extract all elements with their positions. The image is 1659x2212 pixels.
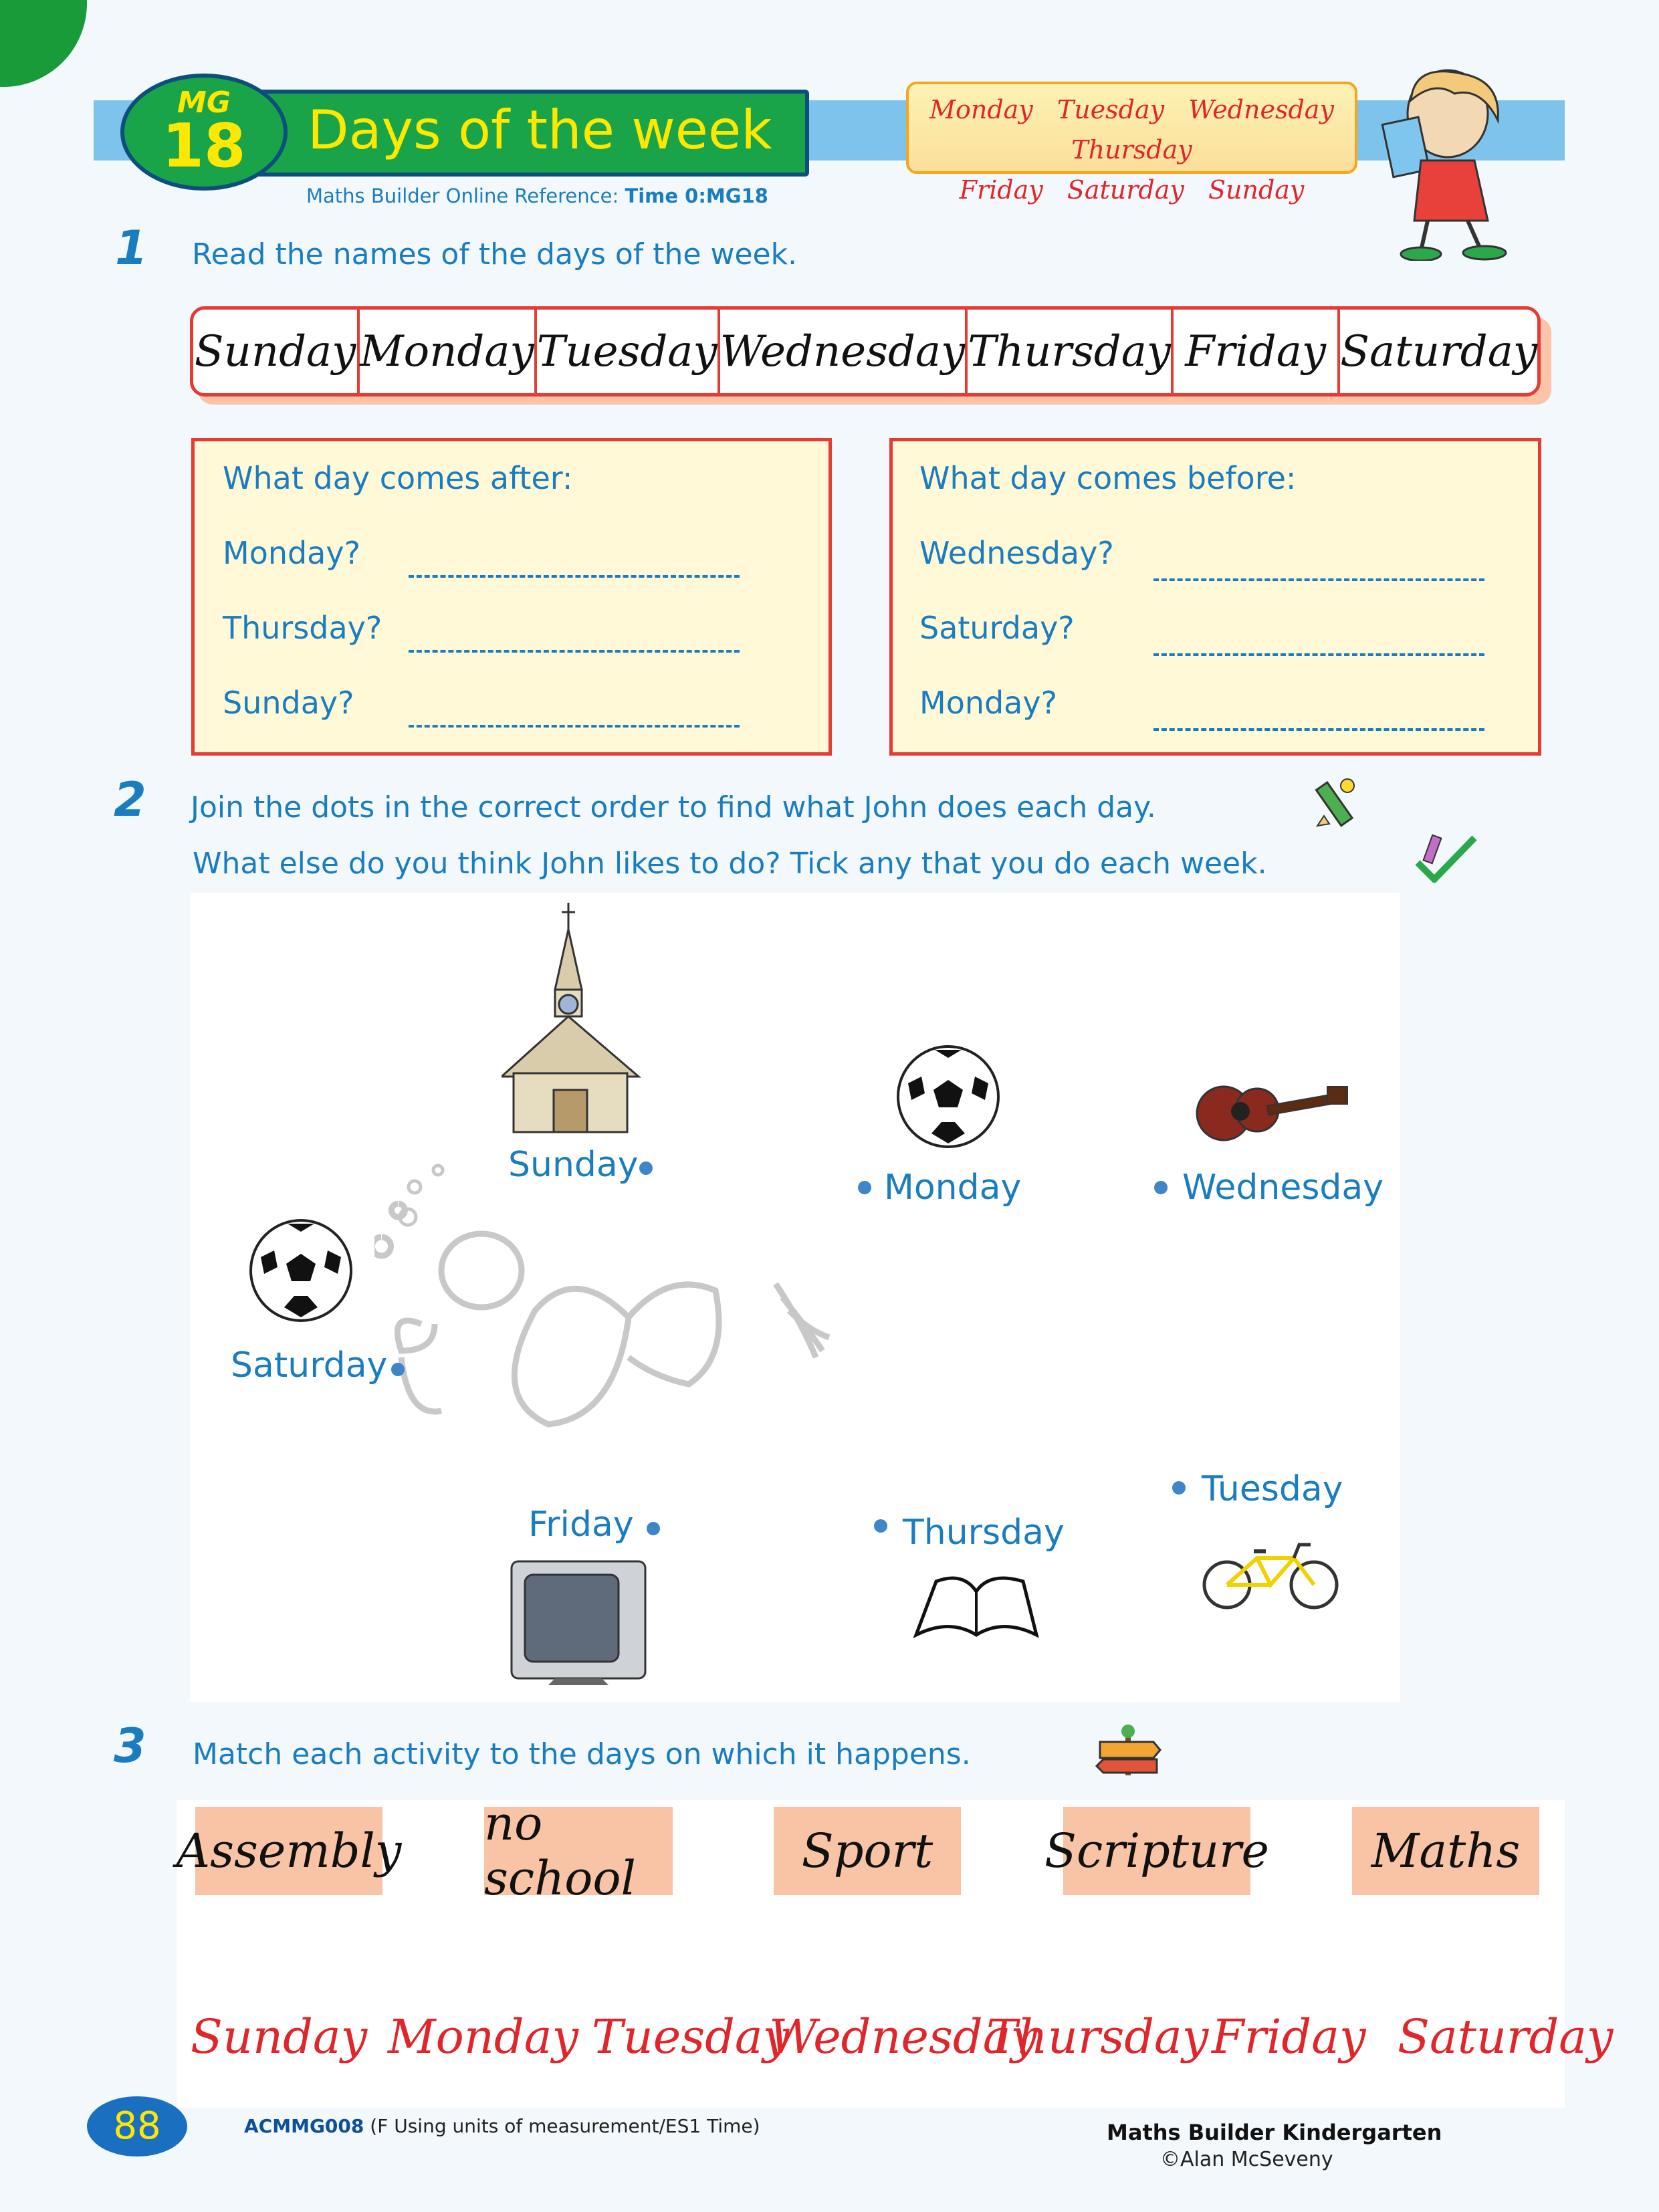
dot-monday[interactable]: [858, 1181, 871, 1194]
soccer-ball-icon: [247, 1217, 354, 1324]
dot-label-thursday: Thursday: [903, 1513, 1065, 1553]
online-reference: [306, 185, 768, 207]
activity-card[interactable]: no school: [484, 1807, 673, 1895]
day-before-box: [889, 438, 1541, 756]
dot-label-monday: Monday: [884, 1168, 1022, 1208]
dot-saturday[interactable]: [391, 1363, 405, 1376]
word-bank: [906, 82, 1357, 205]
book-icon: [909, 1561, 1043, 1648]
page-title: Days of the week: [308, 99, 772, 161]
answer-line[interactable]: [1153, 653, 1484, 656]
reference-code: Time 0:MG18: [625, 185, 768, 207]
word-bank-row: [909, 90, 1355, 170]
day-cell: Monday: [360, 310, 537, 393]
dot-sunday[interactable]: [639, 1162, 653, 1175]
day-cell: Saturday: [1340, 326, 1537, 376]
dot-label-friday: Friday: [528, 1505, 634, 1545]
word-bank-item: Saturday: [1067, 175, 1184, 205]
guitar-icon: [1194, 1073, 1354, 1147]
day-cell: Sunday: [193, 310, 360, 393]
day-before-question: Saturday?: [919, 610, 1075, 646]
day-cell: Friday: [1174, 310, 1340, 393]
day-cell: Tuesday: [537, 310, 720, 393]
word-bank-row: [909, 170, 1355, 210]
dot-thursday[interactable]: [874, 1519, 887, 1533]
topic-code: MG: [177, 86, 231, 120]
match-day[interactable]: Friday: [1212, 2009, 1366, 2064]
copyright: ©Alan McSeveny: [1160, 2148, 1333, 2171]
reference-prefix: Maths Builder Online Reference:: [306, 185, 619, 207]
day-cell: Thursday: [968, 310, 1174, 393]
match-day[interactable]: Wednesday: [769, 2009, 1037, 2064]
dot-friday[interactable]: [647, 1522, 660, 1535]
dot-wednesday[interactable]: [1154, 1181, 1168, 1194]
question-2-instruction-1: Join the dots in the correct order to find what John does each day.: [191, 790, 1156, 824]
curriculum-text: (F Using units of measurement/ES1 Time): [370, 2115, 760, 2137]
day-after-question: Thursday?: [223, 610, 382, 646]
day-before-heading: What day comes before:: [919, 460, 1297, 496]
girl-reading-illustration: [1374, 60, 1521, 261]
question-1-number: 1: [115, 221, 148, 275]
activity-card[interactable]: Maths: [1352, 1807, 1539, 1895]
match-day[interactable]: Saturday: [1398, 2009, 1614, 2064]
page-number: 88: [87, 2096, 187, 2156]
book-title: Maths Builder Kindergarten: [1107, 2120, 1442, 2145]
dot-label-sunday: Sunday: [508, 1145, 639, 1185]
soccer-ball-icon: [895, 1043, 1002, 1150]
word-bank-item: Sunday: [1208, 175, 1305, 205]
answer-line[interactable]: [1153, 728, 1484, 731]
day-after-question: Sunday?: [223, 685, 354, 721]
topic-badge: [120, 74, 288, 191]
word-bank-item: Monday: [929, 95, 1033, 124]
word-bank-item: Tuesday: [1057, 95, 1165, 124]
match-day[interactable]: Sunday: [191, 2009, 368, 2064]
topic-number: 18: [162, 111, 246, 181]
question-1-instruction: Read the names of the days of the week.: [192, 237, 798, 271]
curriculum-reference: [244, 2115, 760, 2137]
television-icon: [508, 1558, 655, 1692]
word-bank-item: Wednesday: [1188, 95, 1334, 124]
day-cell: Wednesday: [720, 310, 968, 393]
corner-decoration: [0, 0, 87, 87]
match-day[interactable]: Thursday: [986, 2009, 1209, 2064]
answer-line[interactable]: [409, 725, 740, 728]
days-of-week-table: [190, 306, 1541, 397]
activity-card[interactable]: Assembly: [195, 1807, 382, 1895]
signpost-icon: [1093, 1722, 1164, 1775]
word-bank-item: Friday: [959, 175, 1043, 205]
pencil-icon: [1311, 776, 1371, 833]
day-before-question: Monday?: [919, 685, 1058, 721]
question-3-number: 3: [114, 1719, 146, 1773]
answer-line[interactable]: [1153, 578, 1484, 581]
question-2-number: 2: [114, 772, 146, 827]
curriculum-code: ACMMG008: [244, 2115, 364, 2137]
dot-label-saturday: Saturday: [231, 1345, 388, 1386]
dot-label-tuesday: Tuesday: [1202, 1469, 1343, 1509]
day-after-question: Monday?: [223, 535, 361, 571]
activity-card[interactable]: Sport: [774, 1807, 961, 1895]
day-after-heading: What day comes after:: [223, 460, 573, 496]
match-day[interactable]: Tuesday: [592, 2009, 790, 2064]
question-2-instruction-2: What else do you think John likes to do? Tick any that you do each week.: [193, 847, 1267, 881]
hidden-picture-outline: [374, 1157, 883, 1458]
day-after-box: [191, 438, 832, 756]
church-icon: [502, 903, 649, 1133]
dot-label-wednesday: Wednesday: [1182, 1168, 1384, 1208]
match-day[interactable]: Monday: [388, 2009, 578, 2064]
dot-tuesday[interactable]: [1172, 1481, 1186, 1495]
answer-line[interactable]: [409, 650, 740, 653]
bicycle-icon: [1200, 1538, 1341, 1612]
answer-line[interactable]: [409, 575, 740, 578]
question-3-instruction: Match each activity to the days on which it happens.: [193, 1737, 971, 1771]
word-bank-item: Thursday: [1071, 135, 1192, 164]
activity-card[interactable]: Scripture: [1063, 1807, 1250, 1895]
tick-icon: [1414, 833, 1478, 883]
day-before-question: Wednesday?: [919, 535, 1114, 571]
